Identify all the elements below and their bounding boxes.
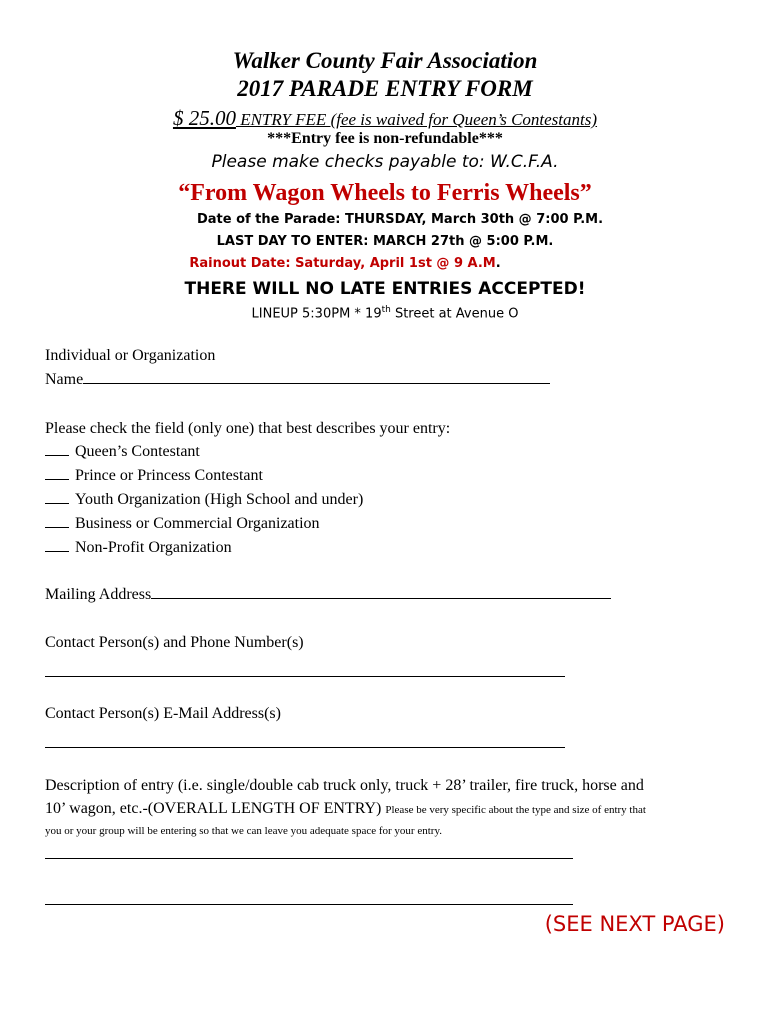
fee-amount: $ 25.00 bbox=[172, 106, 236, 130]
description-note-1: Please be very specific about the type and size of entry that bbox=[385, 804, 646, 816]
contact-email-label: Contact Person(s) E-Mail Address(s) bbox=[45, 705, 281, 722]
option-non-profit[interactable] bbox=[45, 539, 232, 557]
name-field[interactable] bbox=[83, 383, 550, 384]
option-youth-organization[interactable] bbox=[45, 491, 363, 509]
see-next-page: (SEE NEXT PAGE) bbox=[544, 912, 725, 936]
description-line-1: Description of entry (i.e. single/double cab truck only, truck + 28’ trailer, fire truck, horse and bbox=[45, 777, 644, 794]
option-label: Youth Organization (High School and under) bbox=[75, 491, 364, 508]
option-queens-contestant[interactable] bbox=[45, 443, 200, 461]
rainout-period: . bbox=[495, 256, 501, 271]
rainout-text: Rainout Date: Saturday, April 1st @ 9 A.M bbox=[189, 256, 496, 271]
no-late-entries: THERE WILL NO LATE ENTRIES ACCEPTED! bbox=[184, 279, 586, 299]
parade-date: Date of the Parade: THURSDAY, March 30th @ 7:00 P.M. bbox=[196, 212, 604, 227]
lineup-post: Street at Avenue O bbox=[390, 306, 519, 322]
option-label: Business or Commercial Organization bbox=[75, 515, 320, 532]
description-field-1[interactable] bbox=[45, 858, 573, 859]
option-label: Queen’s Contestant bbox=[75, 443, 200, 460]
name-label-line2: Name bbox=[45, 371, 84, 388]
option-prince-princess[interactable] bbox=[45, 467, 263, 485]
option-label: Prince or Princess Contestant bbox=[75, 467, 263, 484]
checkbox-blank[interactable] bbox=[45, 455, 69, 456]
name-label-line1: Individual or Organization bbox=[45, 347, 216, 364]
description-note-2: you or your group will be entering so that we can leave you adequate space for your entry. bbox=[45, 825, 442, 837]
mailing-row bbox=[45, 586, 611, 604]
checkbox-blank[interactable] bbox=[45, 527, 69, 528]
description-field-2[interactable] bbox=[45, 904, 573, 905]
last-day-to-enter: LAST DAY TO ENTER: MARCH 27th @ 5:00 P.M. bbox=[216, 234, 554, 249]
option-label: Non-Profit Organization bbox=[75, 539, 232, 556]
fee-text: ENTRY FEE (fee is waived for Queen’s Contestants) bbox=[235, 110, 598, 129]
mailing-label: Mailing Address bbox=[45, 586, 152, 603]
mailing-address-field[interactable] bbox=[151, 598, 611, 599]
payable-note: Please make checks payable to: W.C.F.A. bbox=[211, 152, 559, 172]
contact-phone-field[interactable] bbox=[45, 676, 565, 677]
contact-phone-label: Contact Person(s) and Phone Number(s) bbox=[45, 634, 304, 651]
rainout-date bbox=[0, 256, 730, 271]
form-title: 2017 PARADE ENTRY FORM bbox=[237, 76, 533, 101]
checkbox-blank[interactable] bbox=[45, 503, 69, 504]
description-main: 10’ wagon, etc.-(OVERALL LENGTH OF ENTRY) bbox=[45, 800, 386, 817]
nonrefundable-note: ***Entry fee is non-refundable*** bbox=[267, 130, 503, 147]
description-line-2 bbox=[45, 800, 646, 818]
slogan: “From Wagon Wheels to Ferris Wheels” bbox=[178, 180, 592, 206]
check-prompt: Please check the field (only one) that best describes your entry: bbox=[45, 420, 451, 437]
option-business-commercial[interactable] bbox=[45, 515, 320, 533]
lineup-info bbox=[0, 305, 770, 321]
checkbox-blank[interactable] bbox=[45, 479, 69, 480]
lineup-sup: th bbox=[381, 305, 391, 315]
checkbox-blank[interactable] bbox=[45, 551, 69, 552]
name-row bbox=[45, 371, 550, 389]
org-title: Walker County Fair Association bbox=[232, 48, 538, 73]
lineup-pre: LINEUP 5:30PM * 19 bbox=[251, 306, 382, 322]
entry-fee-line bbox=[0, 106, 770, 131]
contact-email-field[interactable] bbox=[45, 747, 565, 748]
